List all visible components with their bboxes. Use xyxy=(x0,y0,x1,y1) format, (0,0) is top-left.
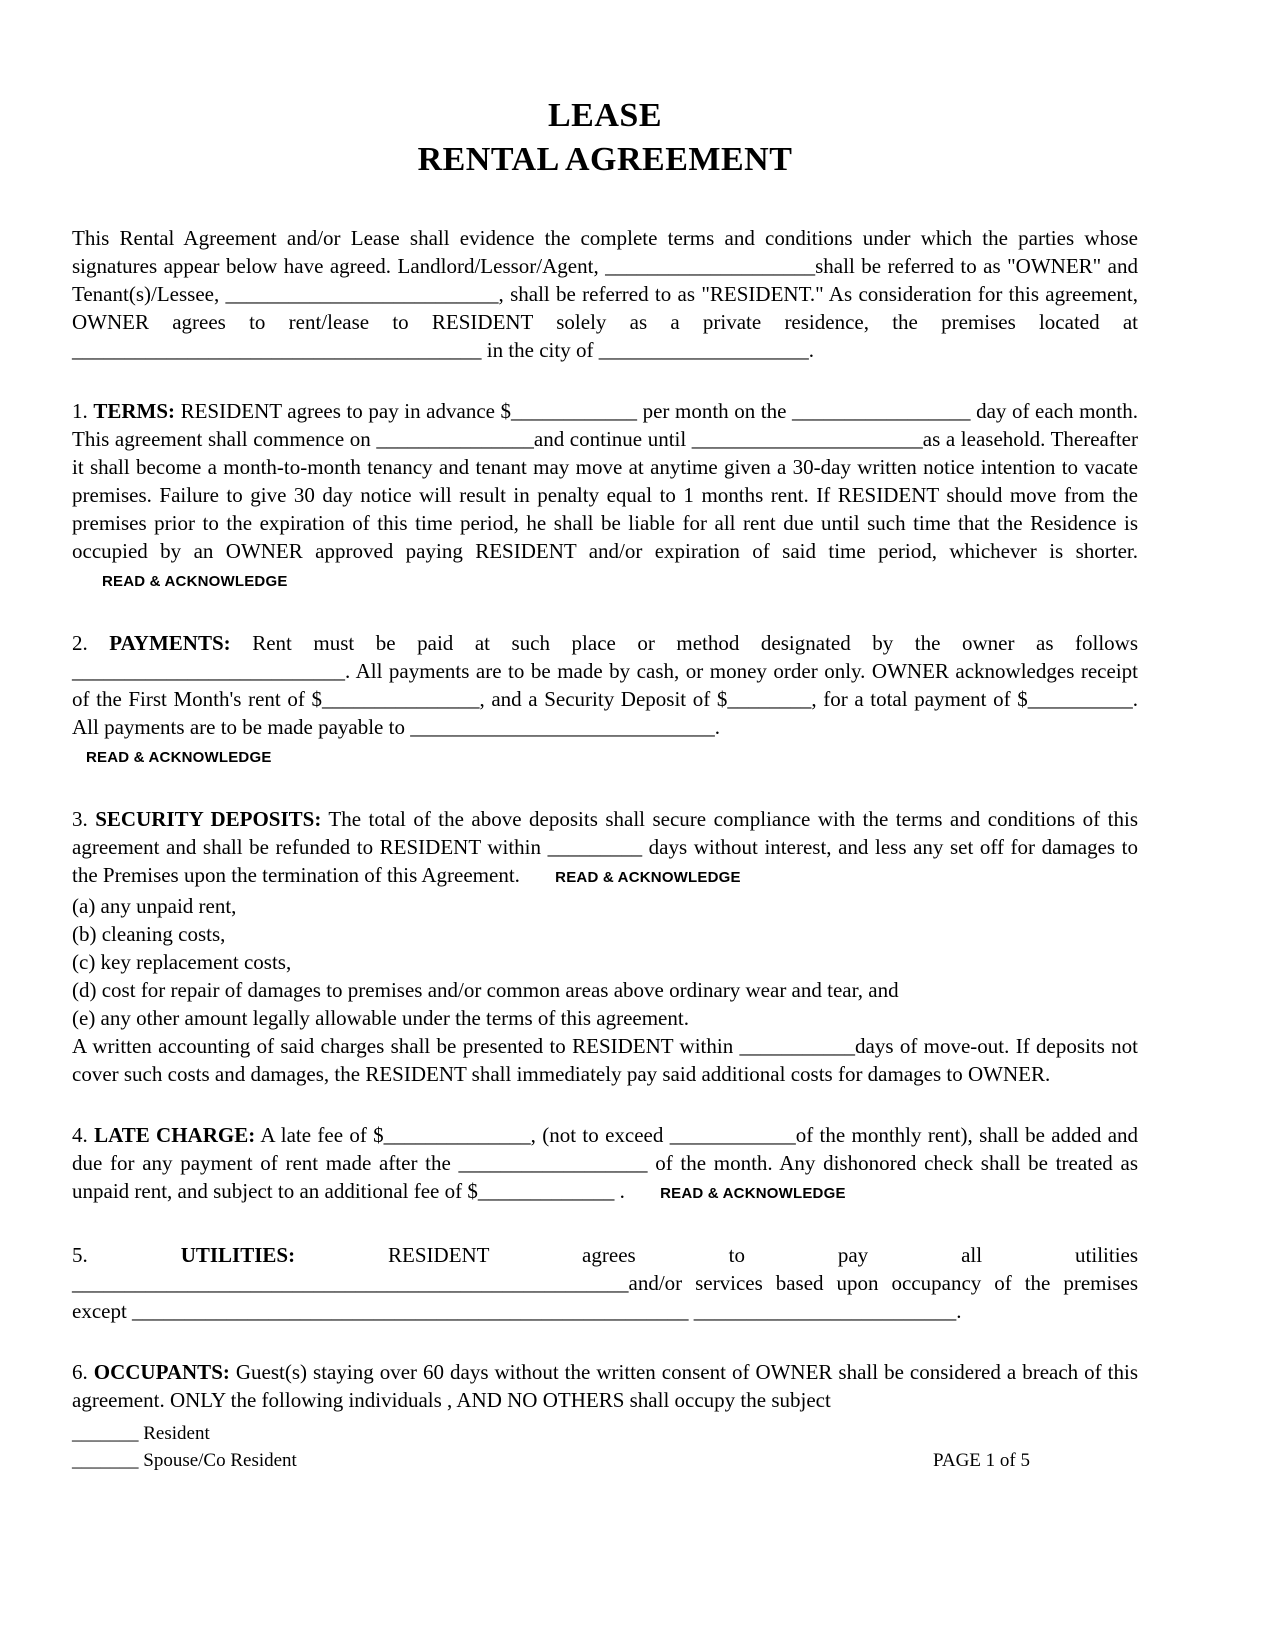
section-payments xyxy=(72,629,1138,741)
resident-signature-line: _______ Resident xyxy=(72,1423,210,1444)
read-acknowledge-badge: READ & ACKNOWLEDGE xyxy=(555,869,741,886)
intro-paragraph: This Rental Agreement and/or Lease shall evidence the complete terms and conditions under which the parties whose signatures appear below have agreed. Landlord/Lessor/Agent, ____________________shall be referred to as "OWNER" and Tenant(s)/Lessee, __________________________, shall be referred to as "RESIDENT." As consideration for this agreement, OWNER agrees to rent/lease to RESIDENT solely as a private residence, the premises located at _______________________________________ in the city of ____________________. xyxy=(72,226,1138,362)
section-security-continuation: A written accounting of said charges shall be presented to RESIDENT within ___________days of move-out. If deposits not cover such costs and damages, the RESIDENT shall immediately pay said additional costs for damages to OWNER. xyxy=(72,1034,1138,1086)
section-security-number: 3. xyxy=(72,807,88,831)
section-late-charge-number: 4. xyxy=(72,1123,88,1147)
deduction-item-d: (d) cost for repair of damages to premises and/or common areas above ordinary wear and tear, and xyxy=(72,978,899,1002)
section-utilities xyxy=(72,1241,1138,1325)
section-payments-heading: PAYMENTS: xyxy=(109,631,231,655)
section-terms-number: 1. xyxy=(72,399,88,423)
section-terms-body: RESIDENT agrees to pay in advance $____________ per month on the _________________ day of each month. This agreement shall commence on _______________and continue until ______________________as a leasehold. Thereafter it shall become a month-to-month tenancy and tenant may move at anytime given a 30-day written notice intention to vacate premises. Failure to give 30 day notice will result in penalty equal to 1 months rent. If RESIDENT should move from the premises prior to the expiration of this time period, he shall be liable for all rent due until such time that the Residence is occupied by an OWNER approved paying RESIDENT and/or expiration of said time period, whichever is shorter. xyxy=(72,399,1139,563)
page-number: PAGE 1 of 5 xyxy=(933,1450,1030,1471)
read-acknowledge-badge: READ & ACKNOWLEDGE xyxy=(86,749,272,766)
section-occupants xyxy=(72,1358,1138,1414)
read-acknowledge-badge: READ & ACKNOWLEDGE xyxy=(660,1185,846,1202)
section-late-charge-heading: LATE CHARGE: xyxy=(94,1123,256,1147)
section-late-charge-body: A late fee of $______________, (not to exceed ____________of the monthly rent), shall be added and due for any payment of rent made after the __________________ of the month. Any dishonored check shall be treated as unpaid rent, and subject to an additional fee of $_____________ . xyxy=(72,1123,1139,1203)
section-occupants-body: Guest(s) staying over 60 days without the written consent of OWNER shall be considered a breach of this agreement. ONLY the following individuals , AND NO OTHERS shall occupy the subject xyxy=(72,1360,1138,1412)
section-security-heading: SECURITY DEPOSITS: xyxy=(95,807,322,831)
title-line-2: RENTAL AGREEMENT xyxy=(417,141,793,178)
page-footer xyxy=(72,1420,1030,1474)
section-security-body: The total of the above deposits shall secure compliance with the terms and conditions of this agreement and shall be refunded to RESIDENT within _________ days without interest, and less any set off for damages to the Premises upon the termination of this Agreement. xyxy=(72,807,1138,887)
section-occupants-heading: OCCUPANTS: xyxy=(93,1360,230,1384)
document-title xyxy=(72,94,1138,182)
section-occupants-number: 6. xyxy=(72,1360,88,1384)
section-terms-heading: TERMS: xyxy=(93,399,176,423)
section-utilities-number: 5. xyxy=(72,1243,88,1267)
section-payments-body: Rent must be paid at such place or method designated by the owner as follows __________________________. All payments are to be made by cash, or money order only. OWNER acknowledges receipt of the First Month's rent of $_______________, and a Security Deposit of $________, for a total payment of $__________. All payments are to be made payable to _____________________________. xyxy=(72,631,1139,739)
section-payments-number: 2. xyxy=(72,631,88,655)
read-acknowledge-badge: READ & ACKNOWLEDGE xyxy=(102,573,288,590)
spouse-signature-line: _______ Spouse/Co Resident xyxy=(72,1450,297,1471)
deduction-item-a: (a) any unpaid rent, xyxy=(72,894,237,918)
deduction-list xyxy=(72,892,1138,1032)
signature-lines xyxy=(72,1420,297,1474)
deduction-item-e: (e) any other amount legally allowable under the terms of this agreement. xyxy=(72,1006,689,1030)
section-utilities-heading: UTILITIES: xyxy=(180,1243,296,1267)
title-line-1: LEASE xyxy=(548,97,662,134)
deduction-item-c: (c) key replacement costs, xyxy=(72,950,292,974)
deduction-item-b: (b) cleaning costs, xyxy=(72,922,226,946)
section-utilities-body: RESIDENT agrees to pay all utilities _____________________________________________________and/or services based upon occupancy of the premises except _____________________________________________________ _________________________. xyxy=(72,1243,1139,1323)
section-late-charge xyxy=(72,1121,1138,1208)
section-security-deposits xyxy=(72,805,1138,892)
section-terms xyxy=(72,397,1138,596)
